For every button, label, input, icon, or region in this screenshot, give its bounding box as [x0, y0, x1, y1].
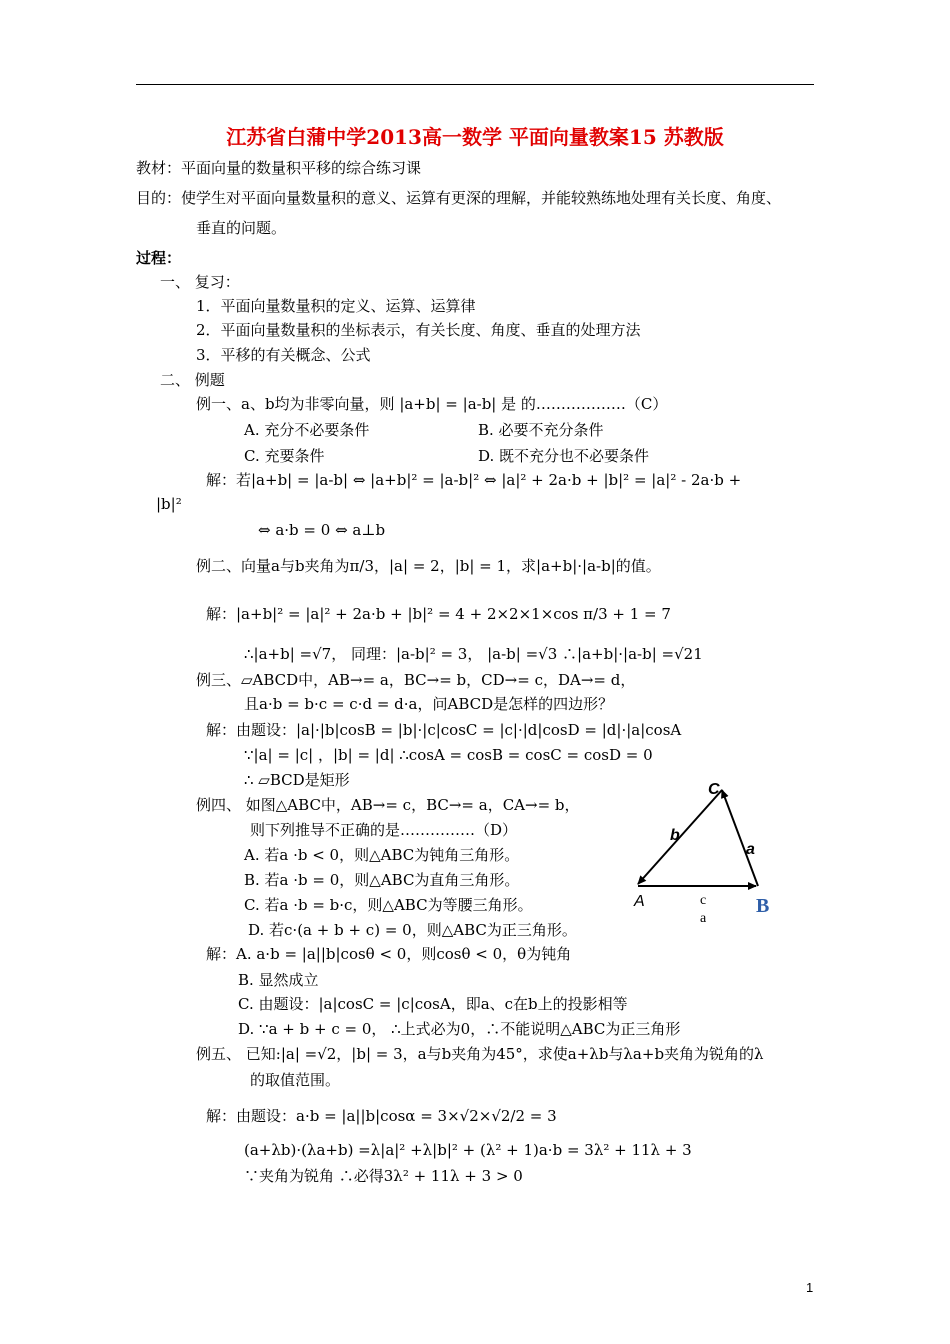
- option: C. 充要条件: [244, 447, 325, 465]
- side-c-sub-label: a: [700, 911, 707, 926]
- vertex-a-label: A: [634, 893, 645, 910]
- triangle-figure: [626, 776, 796, 926]
- text-line: 解：A. a·b = |a||b|cosθ < 0，则cosθ < 0，θ为钝角: [206, 945, 572, 963]
- side-b-label: b: [670, 827, 680, 844]
- side-c-label: c: [700, 893, 707, 908]
- text-line: 一、 复习：: [160, 273, 240, 291]
- text-line: ⇔ a·b = 0 ⇔ a⊥b: [258, 521, 386, 539]
- text-line: |b|²: [156, 495, 182, 513]
- vector-a-arrow: [722, 790, 758, 886]
- text-line: 例二、向量a与b夹角为π/3，|a| = 2，|b| = 1，求|a+b|·|a-b|的值。: [196, 557, 661, 575]
- text-line: 解：由题设：|a|·|b|cosB = |b|·|c|cosC = |c|·|d|cosD = |d|·|a|cosA: [206, 721, 682, 739]
- text-line: 二、 例题: [160, 371, 225, 389]
- option: A. 若a ·b < 0，则△ABC为钝角三角形。: [244, 846, 520, 864]
- page-number: 1: [806, 1280, 814, 1295]
- vertex-c-label: C: [708, 781, 720, 798]
- option: D. 既不充分也不必要条件: [478, 447, 650, 465]
- text-line: 的取值范围。: [250, 1071, 341, 1089]
- text-line: 例五、 已知:|a| =√2，|b| = 3，a与b夹角为45°，求使a+λb与λa+b夹角为锐角的λ: [196, 1045, 764, 1063]
- option: B. 若a ·b = 0，则△ABC为直角三角形。: [244, 871, 520, 889]
- text-line: 目的：使学生对平面向量数量积的意义、运算有更深的理解，并能较熟练地处理有关长度、角度、: [136, 189, 782, 207]
- text-line: 垂直的问题。: [196, 219, 287, 237]
- text-line: ∴|a+b| =√7， 同理：|a-b|² = 3， |a-b| =√3 ∴|a+b|·|a-b| =√21: [244, 645, 703, 663]
- option: A. 充分不必要条件: [244, 421, 370, 439]
- text-line: 例三、▱ABCD中，AB→= a，BC→= b，CD→= c，DA→= d，: [196, 671, 636, 689]
- option: D. 若c·(a + b + c) = 0，则△ABC为正三角形。: [248, 921, 577, 939]
- text-line: B. 显然成立: [238, 971, 319, 989]
- text-line: 则下列推导不正确的是……………（D）: [250, 821, 518, 839]
- text-line: 解：|a+b|² = |a|² + 2a·b + |b|² = 4 + 2×2×1×cos π/3 + 1 = 7: [206, 605, 671, 623]
- text-line: ∵夹角为锐角 ∴必得3λ² + 11λ + 3 > 0: [244, 1167, 523, 1185]
- side-a-label: a: [746, 841, 755, 858]
- vector-b-arrow: [638, 790, 722, 884]
- vertex-b-label: B: [756, 895, 770, 917]
- section-heading: 过程：: [136, 249, 182, 267]
- option: C. 若a ·b = b·c，则△ABC为等腰三角形。: [244, 896, 533, 914]
- text-line: 例一、a、b均为非零向量，则 |a+b| = |a-b| 是 的………………（C）: [196, 395, 668, 413]
- text-line: ∴ ▱BCD是矩形: [244, 771, 350, 789]
- text-line: 例四、 如图△ABC中，AB→= c，BC→= a，CA→= b，: [196, 796, 580, 814]
- document-title: 江苏省白蒲中学2013高一数学 平面向量教案15 苏教版: [226, 125, 724, 149]
- text-line: C. 由题设：|a|cosC = |c|cosA，即a、c在b上的投影相等: [238, 995, 628, 1013]
- text-line: 教材：平面向量的数量积平移的综合练习课: [136, 159, 422, 177]
- text-line: ∵|a| = |c| ，|b| = |d| ∴cosA = cosB = cosC = cosD = 0: [244, 746, 653, 764]
- text-line: 且a·b = b·c = c·d = d·a，问ABCD是怎样的四边形？: [244, 695, 614, 713]
- option: B. 必要不充分条件: [478, 421, 604, 439]
- text-line: 解：由题设：a·b = |a||b|cosα = 3×√2×√2/2 = 3: [206, 1107, 557, 1125]
- list-item: 2．平面向量数量积的坐标表示，有关长度、角度、垂直的处理方法: [196, 321, 641, 339]
- text-line: (a+λb)·(λa+b) =λ|a|² +λ|b|² + (λ² + 1)a·b = 3λ² + 11λ + 3: [244, 1141, 692, 1159]
- text-line: D. ∵a + b + c = 0， ∴上式必为0，∴不能说明△ABC为正三角形: [238, 1020, 681, 1038]
- text-line: 解：若|a+b| = |a-b| ⇔ |a+b|² = |a-b|² ⇔ |a|² + 2a·b + |b|² = |a|² - 2a·b +: [206, 471, 742, 489]
- list-item: 3．平移的有关概念、公式: [196, 346, 371, 364]
- header-rule: [136, 84, 814, 85]
- list-item: 1．平面向量数量积的定义、运算、运算律: [196, 297, 476, 315]
